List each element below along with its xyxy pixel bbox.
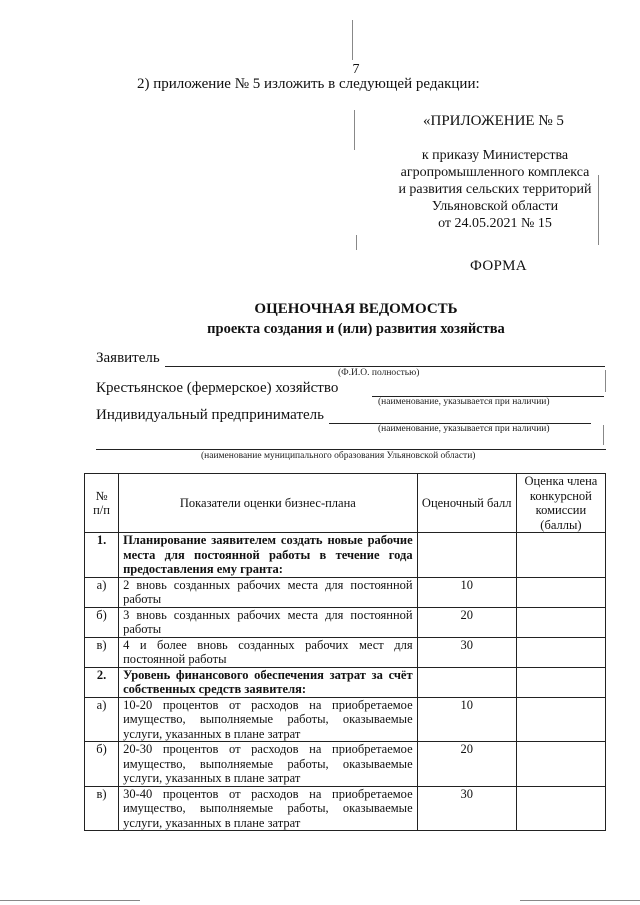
table-row [85,607,606,637]
appendix-ref-line: Ульяновской области [431,199,559,214]
scan-mark [352,20,353,60]
scan-mark [354,110,355,150]
row-indicator: 4 и более вновь созданных рабочих мест для постоянной работы [119,637,418,667]
municipality-hint: (наименование муниципального образования Ульяновской области) [201,451,476,461]
row-num: в) [85,637,119,667]
appendix-ref-line: к приказу Министерства [421,148,569,163]
member-score-cell[interactable] [516,786,605,831]
member-score-cell[interactable] [516,577,605,607]
scan-edge-line [0,900,140,901]
table-header-row [85,474,606,533]
row-num: б) [85,742,119,787]
member-score-cell[interactable] [516,667,605,697]
row-score: 20 [417,742,516,787]
appendix-title: «ПРИЛОЖЕНИЕ № 5 [423,113,564,129]
row-indicator: 30-40 процентов от расходов на приобретаемое имущество, выполняемые работы, оказываемые услуги, указанных в плане затрат [119,786,418,831]
entrepreneur-hint: (наименование, указывается при наличии) [378,424,550,434]
table-row [85,786,606,831]
row-num: а) [85,577,119,607]
row-num: б) [85,607,119,637]
table-row [85,533,606,578]
document-title: ОЦЕНОЧНАЯ ВЕДОМОСТЬ [254,301,458,317]
scan-mark [356,235,357,250]
member-score-cell[interactable] [516,637,605,667]
applicant-label: Заявитель [96,350,160,366]
page-number: 7 [352,62,360,77]
member-score-cell[interactable] [516,697,605,742]
applicant-hint: (Ф.И.О. полностью) [338,368,420,378]
row-score: 10 [417,577,516,607]
appendix-ref-line: и развития сельских территорий [398,182,592,197]
farm-label: Крестьянское (фермерское) хозяйство [96,380,339,396]
row-score [417,533,516,578]
document-subtitle: проекта создания и (или) развития хозяйства [207,321,505,337]
row-score: 30 [417,786,516,831]
evaluation-table [84,473,606,831]
appendix-ref-line: агропромышленного комплекса [400,165,590,180]
row-score [417,667,516,697]
header-member-score: Оценка члена конкурсной комиссии (баллы) [516,474,605,533]
row-indicator: 10-20 процентов от расходов на приобретаемое имущество, выполняемые работы, оказываемые услуги, указанных в плане затрат [119,697,418,742]
entrepreneur-label: Индивидуальный предприниматель [96,407,324,423]
row-score: 10 [417,697,516,742]
header-indicator: Показатели оценки бизнес-плана [119,474,418,533]
table-row [85,637,606,667]
member-score-cell[interactable] [516,742,605,787]
row-num: 1. [85,533,119,578]
applicant-input-line[interactable] [165,366,605,367]
header-num: № п/п [85,474,119,533]
farm-hint: (наименование, указывается при наличии) [378,397,550,407]
row-indicator: 20-30 процентов от расходов на приобретаемое имущество, выполняемые работы, оказываемые услуги, указанных в плане затрат [119,742,418,787]
applicant-field [96,350,606,380]
row-score: 20 [417,607,516,637]
appendix-ref-line: от 24.05.2021 № 15 [438,216,552,231]
row-num: 2. [85,667,119,697]
table-row [85,697,606,742]
row-num: в) [85,786,119,831]
row-num: а) [85,697,119,742]
row-score: 30 [417,637,516,667]
row-indicator: 3 вновь созданных рабочих места для постоянной работы [119,607,418,637]
municipality-input-line[interactable] [96,449,606,450]
row-indicator: 2 вновь созданных рабочих места для постоянной работы [119,577,418,607]
header-score: Оценочный балл [417,474,516,533]
member-score-cell[interactable] [516,607,605,637]
entrepreneur-field [96,407,606,437]
member-score-cell[interactable] [516,533,605,578]
intro-text: 2) приложение № 5 изложить в следующей редакции: [137,76,480,92]
row-indicator: Планирование заявителем создать новые рабочие места для постоянной работы в течение года предоставления ему гранта: [119,533,418,578]
table-row [85,667,606,697]
appendix-reference [390,147,600,232]
table-row [85,577,606,607]
scan-edge-line [520,900,640,901]
row-indicator: Уровень финансового обеспечения затрат за счёт собственных средств заявителя: [119,667,418,697]
form-label: ФОРМА [470,258,527,274]
table-row [85,742,606,787]
farm-field [96,380,606,410]
